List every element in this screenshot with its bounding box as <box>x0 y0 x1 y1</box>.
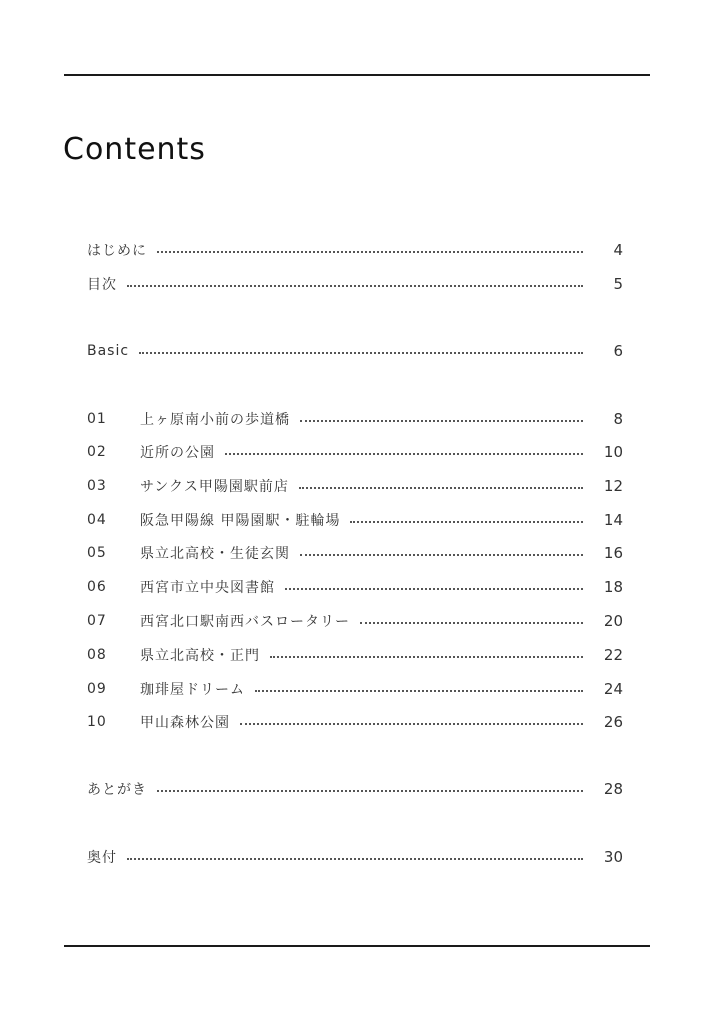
chapter-number: 05 <box>87 545 107 561</box>
page-number: 18 <box>603 578 623 596</box>
chapter-number: 06 <box>87 579 107 595</box>
entry-label: サンクス甲陽園駅前店 <box>140 479 289 495</box>
toc-entry-02[interactable] <box>87 441 623 463</box>
toc-entry-04[interactable] <box>87 509 623 531</box>
page-number: 28 <box>603 780 623 798</box>
dotted-leader <box>225 453 583 455</box>
dotted-leader <box>270 656 583 658</box>
dotted-leader <box>127 285 583 287</box>
page-number: 8 <box>613 410 623 428</box>
entry-label: 西宮市立中央図書館 <box>140 580 275 596</box>
dotted-leader <box>157 790 583 792</box>
toc-entry-03[interactable] <box>87 475 623 497</box>
toc-entry-10[interactable] <box>87 711 623 733</box>
entry-label: 県立北高校・正門 <box>140 648 260 664</box>
toc-entry-okuzuke[interactable] <box>87 846 623 868</box>
chapter-number: 10 <box>87 714 107 730</box>
chapter-number: 07 <box>87 613 107 629</box>
dotted-leader <box>240 723 583 725</box>
toc-entry-atogaki[interactable] <box>87 778 623 800</box>
page-number: 12 <box>603 477 623 495</box>
page-number: 20 <box>603 612 623 630</box>
toc-entry-hajimeni[interactable] <box>87 239 623 261</box>
dotted-leader <box>350 521 583 523</box>
entry-label: はじめに <box>87 243 147 259</box>
dotted-leader <box>300 420 583 422</box>
page-number: 10 <box>603 443 623 461</box>
entry-label: 阪急甲陽線 甲陽園駅・駐輪場 <box>140 513 341 529</box>
dotted-leader <box>127 858 583 860</box>
chapter-number: 04 <box>87 512 107 528</box>
chapter-number: 03 <box>87 478 107 494</box>
toc-entry-07[interactable] <box>87 610 623 632</box>
page-number: 22 <box>603 646 623 664</box>
dotted-leader <box>299 487 583 489</box>
toc-entry-01[interactable] <box>87 408 623 430</box>
chapter-number: 01 <box>87 411 107 427</box>
page-number: 16 <box>603 544 623 562</box>
toc-entry-06[interactable] <box>87 576 623 598</box>
chapter-number: 08 <box>87 647 107 663</box>
bottom-rule <box>64 945 650 947</box>
dotted-leader <box>300 554 583 556</box>
page-number: 26 <box>603 713 623 731</box>
page-number: 6 <box>613 342 623 360</box>
page-number: 5 <box>613 275 623 293</box>
entry-label: Basic <box>87 343 130 359</box>
entry-label: 甲山森林公園 <box>140 715 230 731</box>
chapter-number: 09 <box>87 681 107 697</box>
entry-label: 目次 <box>87 277 117 293</box>
toc-entry-09[interactable] <box>87 678 623 700</box>
page-number: 24 <box>603 680 623 698</box>
toc-entry-05[interactable] <box>87 542 623 564</box>
entry-label: 近所の公園 <box>140 445 215 461</box>
entry-label: 奥付 <box>87 850 117 866</box>
dotted-leader <box>285 588 583 590</box>
chapter-number: 02 <box>87 444 107 460</box>
dotted-leader <box>157 251 583 253</box>
entry-label: あとがき <box>87 782 147 798</box>
dotted-leader <box>360 622 583 624</box>
toc-entry-08[interactable] <box>87 644 623 666</box>
toc-entry-mokuji[interactable] <box>87 273 623 295</box>
dotted-leader <box>139 352 583 354</box>
toc-entry-basic[interactable] <box>87 340 623 362</box>
page-number: 14 <box>603 511 623 529</box>
page-number: 30 <box>603 848 623 866</box>
entry-label: 西宮北口駅南西バスロータリー <box>140 614 350 630</box>
page-number: 4 <box>613 241 623 259</box>
entry-label: 珈琲屋ドリーム <box>140 682 245 698</box>
entry-label: 上ヶ原南小前の歩道橋 <box>140 412 290 428</box>
page-title: Contents <box>63 132 206 168</box>
entry-label: 県立北高校・生徒玄関 <box>140 546 290 562</box>
dotted-leader <box>255 690 583 692</box>
